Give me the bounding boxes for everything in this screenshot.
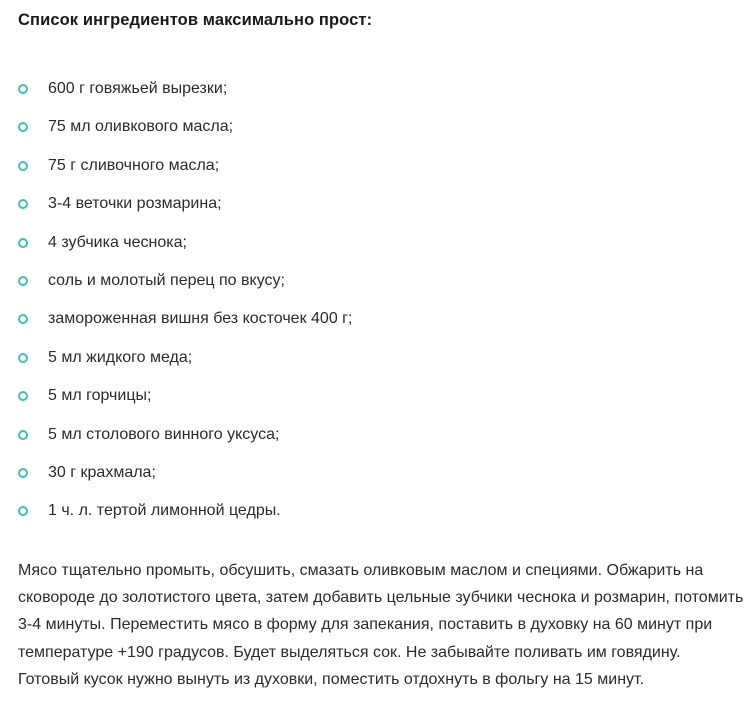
- circle-bullet-icon: [18, 314, 28, 324]
- circle-bullet-icon: [18, 468, 28, 478]
- ingredient-item: [0, 185, 352, 223]
- ingredient-item: [0, 377, 352, 415]
- ingredients-heading: Список ингредиентов максимально прост:: [18, 11, 373, 29]
- ingredient-text: замороженная вишня без косточек 400 г;: [48, 310, 353, 328]
- ingredients-list: [0, 70, 352, 531]
- circle-bullet-icon: [18, 430, 28, 440]
- ingredient-item: [0, 454, 352, 492]
- circle-bullet-icon: [18, 506, 28, 516]
- circle-bullet-icon: [18, 353, 28, 363]
- circle-bullet-icon: [18, 199, 28, 209]
- circle-bullet-icon: [18, 84, 28, 94]
- circle-bullet-icon: [18, 238, 28, 248]
- ingredient-text: соль и молотый перец по вкусу;: [48, 271, 285, 289]
- ingredient-item: [0, 108, 352, 146]
- ingredient-item: [0, 224, 352, 262]
- circle-bullet-icon: [18, 161, 28, 171]
- cooking-instructions: Мясо тщательно промыть, обсушить, смазать оливковым маслом и специями. Обжарить на сковороде до золотистого цвета, затем добавить цельные зубчики чеснока и розмарин, потомить 3-4 минуты. Переместить мясо в форму для запекания, поставить в духовку на 60 минут при температуре +190 градусов. Будет выделяться сок. Не забывайте поливать им говядину. Готовый кусок нужно вынуть из духовки, поместить отдохнуть в фольгу на 15 минут.: [18, 562, 744, 688]
- ingredient-item: [0, 300, 352, 338]
- ingredient-text: 3-4 веточки розмарина;: [48, 195, 222, 213]
- ingredient-text: 5 мл горчицы;: [48, 387, 152, 405]
- ingredient-text: 30 г крахмала;: [48, 463, 156, 481]
- ingredient-text: 75 г сливочного масла;: [48, 156, 220, 174]
- ingredient-text: 600 г говяжьей вырезки;: [48, 80, 228, 97]
- circle-bullet-icon: [18, 276, 28, 286]
- circle-bullet-icon: [18, 391, 28, 401]
- ingredient-text: 5 мл жидкого меда;: [48, 348, 193, 366]
- ingredient-item: [0, 339, 352, 377]
- ingredient-text: 75 мл оливкового масла;: [48, 118, 234, 136]
- ingredient-item: [0, 147, 352, 185]
- ingredient-item: [0, 70, 352, 108]
- ingredient-item: [0, 492, 352, 530]
- ingredient-text: 1 ч. л. тертой лимонной цедры.: [48, 502, 281, 520]
- ingredient-text: 5 мл столового винного уксуса;: [48, 425, 280, 443]
- ingredient-item: [0, 262, 352, 300]
- ingredient-item: [0, 416, 352, 454]
- ingredient-text: 4 зубчика чеснока;: [48, 233, 187, 251]
- circle-bullet-icon: [18, 122, 28, 132]
